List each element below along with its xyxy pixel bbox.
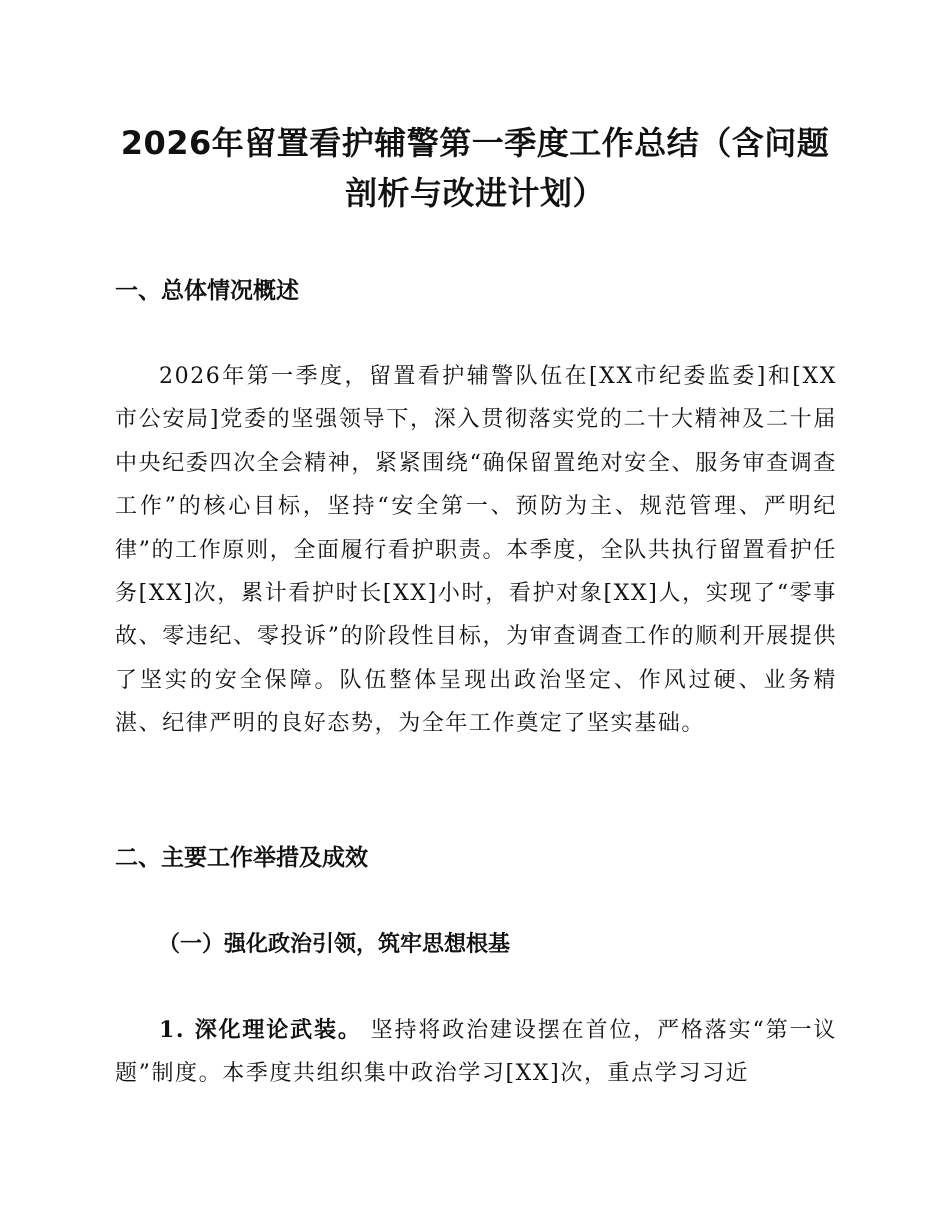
overview-paragraph: 2026年第一季度，留置看护辅警队伍在[XX市纪委监委]和[XX市公安局]党委的坚强领导下，深入贯彻落实党的二十大精神及二十届中央纪委四次全会精神，紧紧围绕“确保留置绝对安全、服务审查调查工作”的核心目标，坚持“安全第一、预防为主、规范管理、严明纪律”的工作原则，全面履行看护职责。本季度，全队共执行留置看护任务[XX]次，累计看护时长[XX]小时，看护对象[XX]人，实现了“零事故、零违纪、零投诉”的阶段性目标，为审查调查工作的顺利开展提供了坚实的安全保障。队伍整体呈现出政治坚定、作风过硬、业务精湛、纪律严明的良好态势，为全年工作奠定了坚实基础。 — [115, 364, 837, 737]
document-title: 2026年留置看护辅警第一季度工作总结（含问题剖析与改进计划） — [120, 124, 830, 212]
item-text: 坚持将政治建设摆在首位，严格落实“第一议题”制度。本季度共组织集中政治学习[XX]次，重点学习习近 — [115, 1018, 837, 1087]
item-paragraph-theory — [115, 1009, 837, 1096]
subsection-heading-political: （一）强化政治引领，筑牢思想根基 — [158, 931, 511, 957]
section-heading-overview: 一、总体情况概述 — [115, 278, 299, 304]
item-lead: 1. 深化理论武装。 — [159, 1017, 362, 1043]
section-heading-measures: 二、主要工作举措及成效 — [115, 845, 368, 871]
